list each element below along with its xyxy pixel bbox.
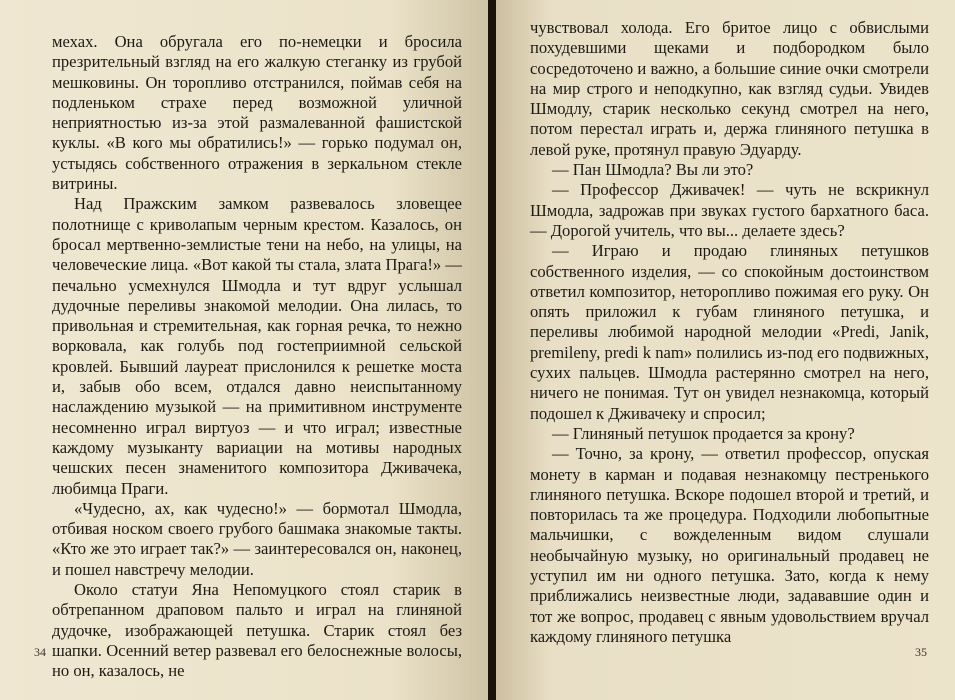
paragraph: — Пан Шмодла? Вы ли это? xyxy=(552,160,754,180)
paragraph: мехах. Она обругала его по-немецки и бросила презрительный взгляд на его жалкую стеганку из грубой мешковины. Он торопливо отстранился, поймав себя на подленьком страхе перед возможной уличной неприятностью из-за этой размалеванной фашистской куклы. «В кого мы обратились!» — горько подумал он, устыдясь собственного отражения в зеркальном стекле витрины. xyxy=(52,32,462,194)
paragraph: — Точно, за крону, — ответил профессор, опуская монету в карман и подавая незнакомцу пестренького глиняного петушка. Вскоре подошел второй и третий, и повторилась та же процедура. Подходили любопытные мальчишки, с вожделенным видом слушали необычайную музыку, но оригинальный продавец не уступил им ни одного петушка. Зато, когда к нему приближались неизвестные люди, задававшие один и тот же вопрос, продавец с явным удовольствием вручал каждому глиняного петушка xyxy=(530,444,929,646)
paragraph: Около статуи Яна Непомуцкого стоял старик в обтрепанном драповом пальто и играл на глиняной дудочке, изображающей петушка. Старик стоял без шапки. Осенний ветер развевал его белоснежные волосы, но он, казалось, не xyxy=(52,580,462,681)
paragraph: — Играю и продаю глиняных петушков собственного изделия, — со спокойным достоинством ответил композитор, неторопливо пожимая его руку. Он опять приложил к губам глиняного петушка, и переливы любимой народной мелодии «Predi, Janik, premileny, predi k nam» полились из-под его подвижных, сухих пальцев. Шмодла растерянно смотрел на него, ничего не понимая. Тут он увидел незнакомца, который подошел к Дживачеку и спросил; xyxy=(530,241,929,423)
paragraph: — Глиняный петушок продается за крону? xyxy=(552,423,855,443)
book-gutter xyxy=(488,0,496,700)
left-page-text xyxy=(52,32,462,682)
paragraph: — Профессор Дживачек! — чуть не вскрикнул Шмодла, задрожав при звуках густого бархатного баса. — Дорогой учитель, что вы... делаете здесь? xyxy=(530,180,929,240)
paragraph: чувствовал холода. Его бритое лицо с обвислыми похудевшими щеками и подбородком было сосредоточено и важно, а большие синие очки смотрели на мир строго и неподкупно, как взгляд судьи. Увидев Шмодлу, старик несколько секунд смотрел на него, потом перестал играть и, держа глиняного петушка в левой руке, протянул правую Эдуарду. xyxy=(530,18,929,159)
right-page xyxy=(496,0,955,700)
paragraph: «Чудесно, ах, как чудесно!» — бормотал Шмодла, отбивая носком своего грубого башмака знакомые такты. «Кто же это играет так?» — заинтересовался он, наконец, и пошел навстречу мелодии. xyxy=(52,498,462,579)
page-number-left: 34 xyxy=(34,645,46,659)
paragraph: Над Пражским замком развевалось зловещее полотнище с криволапым черным крестом. Казалось, он бросал мертвенно-землистые тени на небо, на улицы, на человеческие лица. «Вот какой ты стала, злата Прага!» — печально усмехнулся Шмодла и тут вдруг услышал дудочные переливы знакомой мелодии. Она лилась, то привольная и стремительная, как горная речка, то нежно ворковала, как голубь под гостеприимной сельской кровлей. Бывший лауреат прислонился к решетке моста и, забыв обо всем, отдался давно неиспытанному наслаждению музыкой — на примитивном инструменте несомненно играл виртуоз — и что играл; известные каждому музыканту вариации на мотивы народных чешских песен знаменитого композитора Дживачека, любимца Праги. xyxy=(52,194,462,498)
right-page-text xyxy=(530,18,929,647)
page-number-right: 35 xyxy=(915,645,927,659)
